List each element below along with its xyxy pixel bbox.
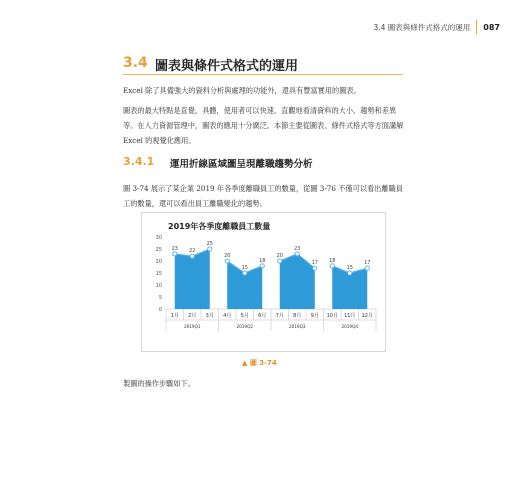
caption-label: 圖 3-74 <box>249 359 277 367</box>
group-label: 2019Q4 <box>341 324 359 329</box>
data-label: 18 <box>329 257 336 264</box>
data-label: 23 <box>294 245 301 252</box>
y-tick-label: 25 <box>155 247 162 253</box>
y-tick-label: 20 <box>155 259 162 265</box>
section-title: 圖表與條件式格式的運用 <box>155 59 299 74</box>
data-point <box>260 264 264 268</box>
data-point <box>365 266 369 270</box>
section-number: 3.4 <box>123 55 148 71</box>
data-point <box>243 271 247 275</box>
group-label: 2019Q2 <box>236 324 254 329</box>
x-tick-label: 2月 <box>188 313 197 319</box>
description-paragraph: 圖表的最大特點是直覺，具體，使用者可以快速、直觀地看清資料的大小、趨勢和差異等。在人力資源管理中，圖表的應用十分廣泛。本節主要從圖表、條件式格式等方面講解 Excel 的視覺化應用。 <box>123 106 404 145</box>
data-label: 22 <box>189 248 196 255</box>
group-label: 2019Q3 <box>288 324 306 329</box>
y-tick-label: 30 <box>155 235 162 241</box>
data-point <box>173 252 177 256</box>
data-point <box>348 271 352 275</box>
y-tick-label: 15 <box>155 271 162 277</box>
data-point <box>313 266 317 270</box>
y-tick-label: 5 <box>158 295 162 301</box>
data-point <box>295 252 299 256</box>
section-heading <box>123 53 403 77</box>
x-tick-label: 1月 <box>170 313 179 319</box>
running-title: 3.4 圖表與條件式格式的運用 <box>373 22 471 32</box>
x-tick-label: 9月 <box>310 313 319 319</box>
intro-paragraph: Excel 除了具備強大的資料分析與處理的功能外，還具有豐富實用的圖表。 <box>123 86 361 95</box>
x-tick-label: 8月 <box>293 313 302 319</box>
data-label: 20 <box>276 253 283 259</box>
data-label: 15 <box>346 265 353 271</box>
data-label: 15 <box>241 265 248 271</box>
caption-marker-icon: ▲ <box>242 359 248 367</box>
x-tick-label: 6月 <box>258 313 267 319</box>
group-label: 2019Q1 <box>183 324 201 329</box>
data-label: 25 <box>206 241 213 247</box>
data-point <box>330 264 334 268</box>
subsection-title: 運用折線區域圖呈現離職趨勢分析 <box>170 159 313 170</box>
area-segment <box>280 254 315 309</box>
data-label: 17 <box>311 260 318 267</box>
x-tick-label: 7月 <box>275 313 284 319</box>
data-point <box>208 247 212 251</box>
data-label: 23 <box>171 245 178 252</box>
data-point <box>225 259 229 263</box>
data-label: 17 <box>364 260 371 267</box>
x-tick-label: 3月 <box>205 313 214 319</box>
body-paragraph: 圖 3-74 展示了某企業 2019 年各季度離職員工的數量，從圖 3-76 不僅可以看出離職員工的數量，還可以看出員工離職變化的趨勢。 <box>123 184 403 208</box>
figure-caption <box>242 358 277 368</box>
data-point <box>190 254 194 258</box>
x-tick-label: 4月 <box>223 313 232 319</box>
x-tick-label: 11月 <box>344 313 356 319</box>
chart-title: 2019年各季度離職員工數量 <box>168 222 271 231</box>
x-tick-label: 12月 <box>361 313 373 319</box>
chart-svg <box>142 213 385 351</box>
data-label: 20 <box>224 253 231 259</box>
subsection-number: 3.4.1 <box>123 155 155 168</box>
x-tick-label: 5月 <box>240 313 249 319</box>
closing-paragraph: 製圖的操作步驟如下。 <box>123 379 195 388</box>
y-tick-label: 0 <box>158 307 162 313</box>
page-number: 087 <box>483 22 500 32</box>
data-label: 18 <box>259 257 266 264</box>
data-point <box>278 259 282 263</box>
y-tick-label: 10 <box>155 283 162 289</box>
x-tick-label: 10月 <box>326 313 338 319</box>
section-underline <box>123 74 403 75</box>
running-header <box>373 20 500 34</box>
chart-figure <box>141 212 386 352</box>
header-divider <box>476 20 477 34</box>
